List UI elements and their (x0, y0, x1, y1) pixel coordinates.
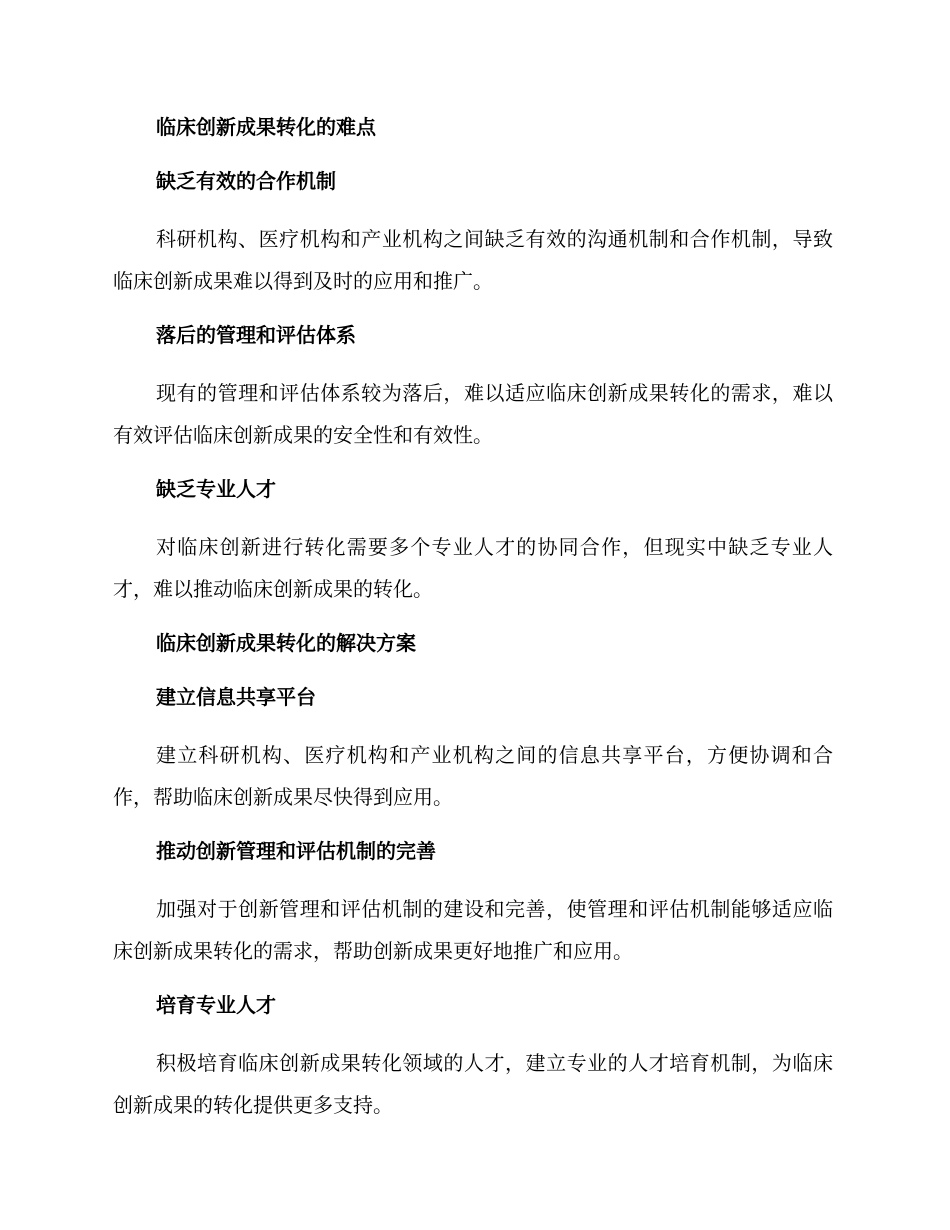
document-body (113, 110, 833, 1126)
subheading-mechanism: 推动创新管理和评估机制的完善 (156, 839, 436, 863)
paragraph-cultivate-talent: 积极培育临床创新成果转化领域的人才，建立专业的人才培育机制，为临床创新成果的转化提供更多支持。 (113, 1051, 833, 1117)
paragraph-mechanism: 加强对于创新管理和评估机制的建设和完善，使管理和评估机制能够适应临床创新成果转化的需求，帮助创新成果更好地推广和应用。 (113, 897, 833, 963)
paragraph-cooperation: 科研机构、医疗机构和产业机构之间缺乏有效的沟通机制和合作机制，导致临床创新成果难以得到及时的应用和推广。 (113, 227, 833, 293)
subheading-info-platform: 建立信息共享平台 (156, 685, 316, 709)
section-heading-difficulties: 临床创新成果转化的难点 (156, 115, 376, 139)
subheading-cultivate-talent: 培育专业人才 (156, 993, 276, 1017)
paragraph-talent-shortage: 对临床创新进行转化需要多个专业人才的协同合作，但现实中缺乏专业人才，难以推动临床创新成果的转化。 (113, 535, 833, 601)
subheading-cooperation: 缺乏有效的合作机制 (156, 169, 336, 193)
subheading-talent-shortage: 缺乏专业人才 (156, 477, 276, 501)
subheading-management: 落后的管理和评估体系 (156, 323, 356, 347)
paragraph-management: 现有的管理和评估体系较为落后，难以适应临床创新成果转化的需求，难以有效评估临床创新成果的安全性和有效性。 (113, 381, 833, 447)
section-heading-solutions: 临床创新成果转化的解决方案 (156, 631, 416, 655)
paragraph-info-platform: 建立科研机构、医疗机构和产业机构之间的信息共享平台，方便协调和合作，帮助临床创新成果尽快得到应用。 (113, 743, 833, 809)
